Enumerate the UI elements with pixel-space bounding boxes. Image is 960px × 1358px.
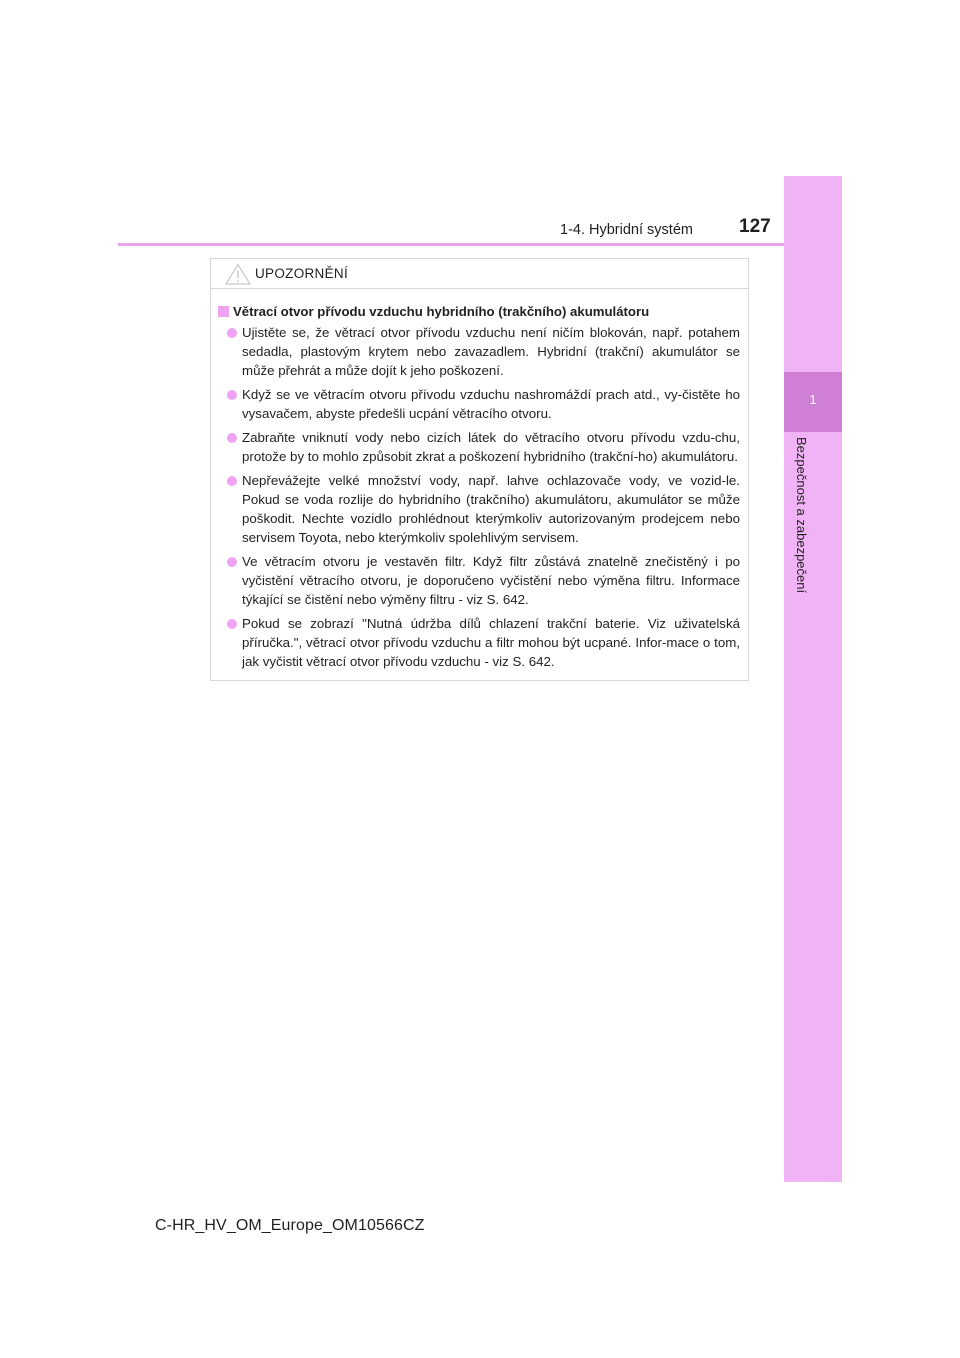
list-item-text: Když se ve větracím otvoru přívodu vzduchu nashromáždí prach atd., vy-čistěte ho vysavačem, abyste předešli ucpání větracího otvoru.: [242, 387, 740, 421]
round-bullet-icon: [227, 619, 237, 629]
list-item-text: Ujistěte se, že větrací otvor přívodu vzduchu není ničím blokován, např. potahem sedadla, plastovým krytem nebo zavazadlem. Hybridní (trakční) akumulátor se může přehrát a může dojít k jeho poškození.: [242, 325, 740, 378]
section-title: 1-4. Hybridní systém: [560, 222, 693, 238]
warning-triangle-icon: [225, 263, 251, 285]
list-item-text: Ve větracím otvoru je vestavěn filtr. Když filtr zůstává znatelně znečistěný i po vyčistění větracího otvoru, je doporučeno vyčistění nebo výměna filtru. Informace týkající se čistění nebo výměny filtru - viz S. 642.: [242, 554, 740, 607]
round-bullet-icon: [227, 433, 237, 443]
chapter-number: 1: [809, 392, 817, 407]
list-item: [227, 614, 740, 671]
list-item-text: Zabraňte vniknutí vody nebo cizích látek do větracího otvoru přívodu vzdu-chu, protože by to mohlo způsobit zkrat a poškození hybridního (trakční-ho) akumulátoru.: [242, 430, 740, 464]
chapter-title: Bezpečnost a zabezpečení: [794, 437, 809, 594]
warning-box: [210, 258, 749, 681]
round-bullet-icon: [227, 390, 237, 400]
chapter-side-tab: [784, 176, 842, 1182]
list-item-text: Pokud se zobrazí "Nutná údržba dílů chlazení trakční baterie. Viz uživatelská příručka.", větrací otvor přívodu vzduchu a filtr mohou být ucpané. Infor-mace o tom, jak vyčistit větrací otvor přívodu vzduchu - viz S. 642.: [242, 616, 740, 669]
warning-subheading-text: Větrací otvor přívodu vzduchu hybridního (trakčního) akumulátoru: [233, 304, 650, 319]
list-item: [227, 428, 740, 466]
list-item: [227, 471, 740, 547]
warning-subheading: [218, 302, 740, 321]
square-bullet-icon: [218, 306, 229, 317]
round-bullet-icon: [227, 328, 237, 338]
list-item: [227, 323, 740, 380]
warning-header: [211, 259, 748, 289]
document-code: C-HR_HV_OM_Europe_OM10566CZ: [155, 1217, 425, 1234]
list-item: [227, 385, 740, 423]
list-item-text: Nepřevážejte velké množství vody, např. lahve ochlazovače vody, ve vozid-le. Pokud se voda rozlije do hybridního (trakčního) akumulátoru, akumulátor se může poškodit. Nechte vozidlo prohlédnout kterýmkoliv autorizovaným prodejcem nebo servisem Toyota, nebo kterýmkoliv spolehlivým servisem.: [242, 473, 740, 545]
round-bullet-icon: [227, 476, 237, 486]
warning-title: UPOZORNĚNÍ: [255, 266, 349, 281]
warning-content: [211, 289, 748, 671]
header-divider: [118, 243, 784, 246]
round-bullet-icon: [227, 557, 237, 567]
list-item: [227, 552, 740, 609]
page-number: 127: [739, 216, 771, 237]
